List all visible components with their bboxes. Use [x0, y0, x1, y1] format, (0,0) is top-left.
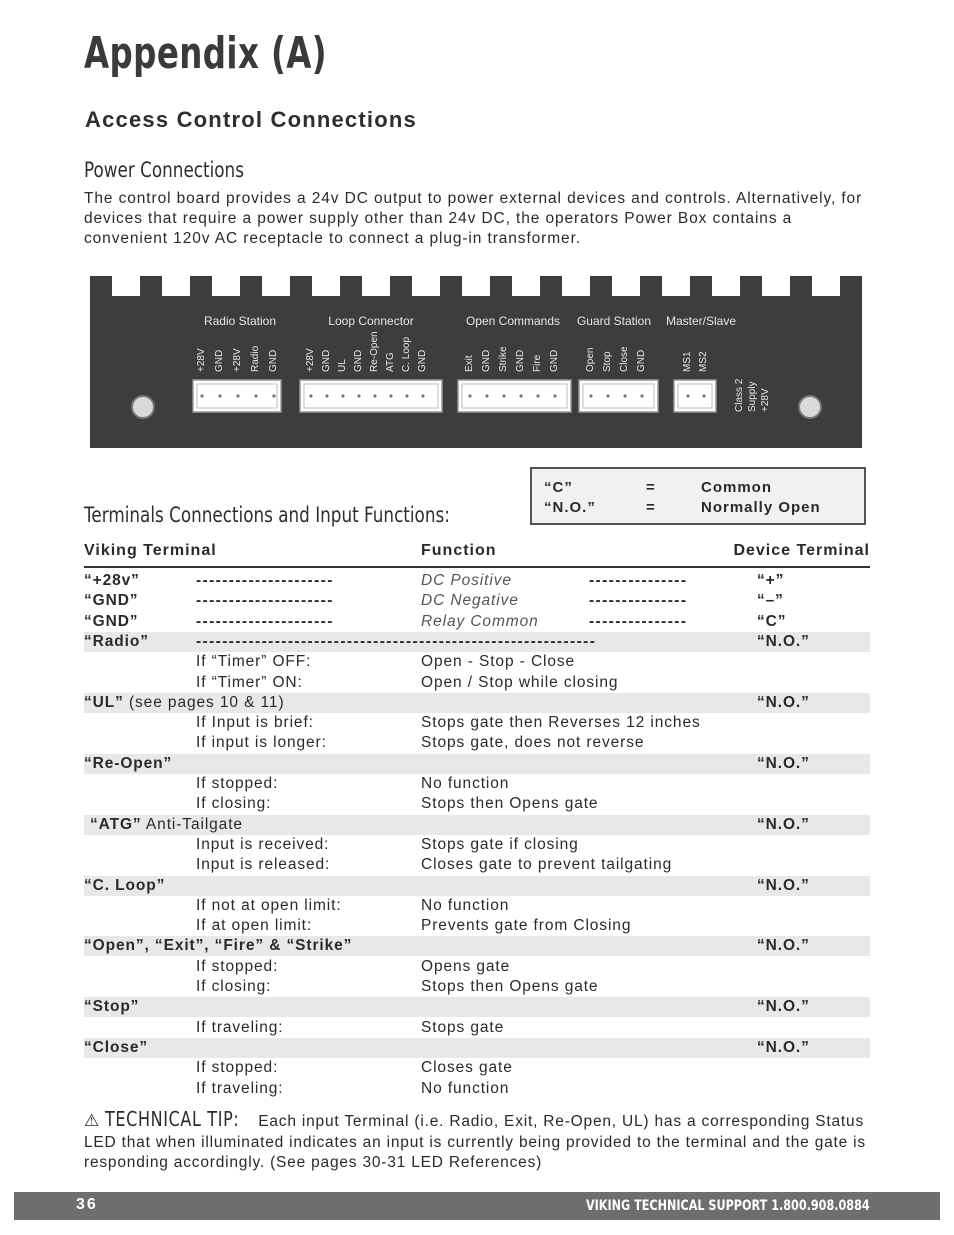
power-connections-heading: Power Connections — [84, 158, 244, 182]
terminal-group-header — [84, 693, 870, 713]
condition-text: If “Timer” ON: — [196, 673, 303, 691]
condition-row — [84, 916, 870, 936]
device-terminal: “N.O.” — [757, 998, 810, 1016]
board-pin-label: GND — [481, 349, 492, 372]
power-description: The control board provides a 24v DC output to power external devices and controls. Alternatively, for devices that require a power supply other than 24v DC, the operators Power Box contains a convenient 120v AC receptacle to connect a plug-in transformer. — [84, 190, 863, 247]
legend-meaning: Normally Open — [701, 499, 821, 516]
dash-leader: ------------------------------------------------------------- — [196, 632, 597, 650]
function-text: Open / Stop while closing — [421, 673, 619, 691]
terminal-group-header — [84, 815, 870, 835]
terminal-note: Anti-Tailgate — [141, 815, 243, 833]
col-viking-terminal: Viking Terminal — [84, 542, 217, 559]
board-pin-label: GND — [214, 349, 225, 372]
terminal-group-header — [84, 1038, 870, 1058]
terminal-pin — [341, 394, 344, 397]
mounting-hole — [799, 396, 821, 418]
support-phone: VIKING TECHNICAL SUPPORT 1.800.908.0884 — [586, 1198, 870, 1214]
power-row — [84, 571, 870, 591]
device-terminal: “–” — [757, 592, 784, 610]
terminal-pin — [553, 394, 556, 397]
terminal-pin — [254, 394, 257, 397]
terminal-pin — [357, 394, 360, 397]
board-pin-label: Fire — [532, 354, 543, 372]
board-notch — [312, 276, 340, 296]
terminal-pin — [686, 394, 689, 397]
board-notch — [362, 276, 390, 296]
tip-label: TECHNICAL TIP: — [105, 1107, 240, 1131]
condition-text: If closing: — [196, 978, 272, 995]
terminal-name: “Close” — [84, 1038, 149, 1056]
condition-row — [84, 774, 870, 794]
terminal-pin — [702, 394, 705, 397]
mounting-hole — [132, 396, 154, 418]
technical-tip — [84, 1109, 874, 1174]
terminal-name: “ATG” — [90, 815, 142, 833]
function-text: DC Positive — [421, 572, 512, 589]
board-notch — [612, 276, 640, 296]
board-notch — [662, 276, 690, 296]
page-title: Appendix (A) — [84, 28, 328, 79]
board-group-label: Radio Station — [203, 314, 277, 328]
supply-label: Class 2 — [734, 378, 745, 412]
board-pin-label: Stop — [602, 351, 613, 372]
condition-row — [84, 713, 870, 733]
dash-leader: --------------------- — [196, 592, 334, 610]
board-pin-label: GND — [321, 349, 332, 372]
power-row — [84, 612, 870, 632]
legend-meaning: Common — [701, 479, 772, 496]
function-text: Opens gate — [421, 957, 511, 975]
function-text: Closes gate — [421, 1059, 513, 1077]
function-text: No function — [421, 896, 510, 914]
board-pin-label: MS2 — [698, 351, 709, 372]
board-pin-label: Radio — [250, 345, 261, 372]
board-notch — [762, 276, 790, 296]
board-pin-label: GND — [353, 349, 364, 372]
function-text: Prevents gate from Closing — [421, 917, 632, 935]
condition-row — [84, 1058, 870, 1078]
terminal-pin — [640, 394, 643, 397]
board-pin-label: Open — [585, 347, 596, 372]
terminal-pin — [218, 394, 221, 397]
legend-equals: = — [646, 499, 656, 516]
function-text: Stops gate then Reverses 12 inches — [421, 714, 701, 732]
board-group-label: Loop Connector — [328, 314, 414, 328]
terminal-name: “GND” — [84, 612, 139, 630]
condition-text: If closing: — [196, 795, 272, 813]
terminal-pin — [606, 394, 609, 397]
condition-text: If stopped: — [196, 1059, 279, 1077]
board-pin-label: ATG — [385, 352, 396, 372]
terminals-heading: Terminals Connections and Input Functions: — [84, 503, 450, 527]
legend-equals: = — [646, 479, 656, 496]
dash-leader: --------------- — [589, 592, 688, 610]
terminal-name: “GND” — [84, 592, 139, 610]
device-terminal: “N.O.” — [757, 693, 810, 711]
condition-text: Input is received: — [196, 835, 330, 853]
terminal-pin — [589, 394, 592, 397]
board-pin-label: Exit — [464, 355, 475, 372]
condition-row — [84, 794, 870, 814]
device-terminal: “N.O.” — [757, 876, 810, 894]
condition-row — [84, 957, 870, 977]
device-terminal: “N.O.” — [757, 632, 810, 650]
board-pin-label: +28V — [232, 348, 243, 372]
terminal-pin — [200, 394, 203, 397]
terminal-pin — [272, 394, 275, 397]
condition-row — [84, 1018, 870, 1038]
control-board-diagram — [90, 276, 862, 448]
condition-text: If traveling: — [196, 1079, 284, 1097]
legend-box — [530, 467, 866, 525]
legend-code: “N.O.” — [544, 499, 596, 516]
condition-text: If input is longer: — [196, 734, 327, 752]
supply-label: Supply — [747, 381, 758, 412]
board-pin-label: Re-Open — [369, 331, 380, 372]
terminal-pin — [502, 394, 505, 397]
tip-text: Each input Terminal (i.e. Radio, Exit, Re-Open, UL) has a corresponding Status LED that when illuminated indicates an input is currently being provided to the terminal and the gate is responding accordingly. (See pages 30-31 LED References) — [84, 1113, 866, 1171]
terminal-pin — [389, 394, 392, 397]
board-pin-label: GND — [268, 349, 279, 372]
condition-text: If Input is brief: — [196, 714, 314, 732]
condition-text: If traveling: — [196, 1018, 284, 1036]
device-terminal: “+” — [757, 572, 785, 589]
condition-text: If “Timer” OFF: — [196, 653, 312, 671]
board-notch — [262, 276, 290, 296]
dash-leader: --------------------- — [196, 612, 334, 630]
terminal-pin — [236, 394, 239, 397]
function-text: Stops gate, does not reverse — [421, 734, 645, 752]
function-text: Stops gate — [421, 1018, 505, 1036]
function-text: Relay Common — [421, 612, 539, 630]
condition-text: If stopped: — [196, 775, 279, 792]
function-text: Stops then Opens gate — [421, 978, 599, 995]
board-group-label: Guard Station — [576, 314, 652, 328]
board-notch — [412, 276, 440, 296]
function-text: Stops gate if closing — [421, 835, 579, 853]
board-notch — [812, 276, 840, 296]
device-terminal: “N.O.” — [757, 937, 810, 955]
dash-leader: --------------------- — [196, 572, 334, 589]
terminal-pin — [421, 394, 424, 397]
condition-row — [84, 896, 870, 916]
terminal-name: “C. Loop” — [84, 876, 166, 894]
board-pin-label: GND — [636, 349, 647, 372]
board-pin-label: Close — [619, 346, 630, 372]
terminal-pin — [623, 394, 626, 397]
terminal-group-header — [84, 876, 870, 896]
page-number: 36 — [76, 1196, 98, 1213]
terminal-pin — [325, 394, 328, 397]
board-notch — [512, 276, 540, 296]
condition-text: If not at open limit: — [196, 896, 342, 914]
condition-row — [84, 1079, 870, 1099]
terminal-pin — [519, 394, 522, 397]
board-notch — [212, 276, 240, 296]
terminal-group-header — [84, 997, 870, 1017]
legend-code: “C” — [544, 479, 573, 496]
terminal-pin — [373, 394, 376, 397]
terminal-group-header — [84, 936, 870, 956]
board-pin-label: MS1 — [682, 351, 693, 372]
terminal-pin — [468, 394, 471, 397]
board-group-label: Master/Slave — [665, 314, 737, 328]
col-device-terminal: Device Terminal — [733, 542, 870, 559]
section-heading: Access Control Connections — [85, 107, 417, 132]
power-row — [84, 591, 870, 611]
board-group-label: Open Commands — [465, 314, 561, 328]
terminal-name: “Radio” — [84, 632, 149, 650]
dash-leader: --------------- — [589, 612, 688, 630]
terminal-group-header — [84, 754, 870, 774]
board-notch — [562, 276, 590, 296]
terminal-pin — [405, 394, 408, 397]
board-notch — [712, 276, 740, 296]
board-notch — [462, 276, 490, 296]
function-text: Closes gate to prevent tailgating — [421, 856, 673, 874]
footer-bar — [14, 1192, 940, 1220]
terminal-name: “UL” — [84, 693, 124, 711]
function-text: Stops then Opens gate — [421, 795, 599, 813]
condition-row — [84, 977, 870, 997]
board-notch — [162, 276, 190, 296]
function-text: Open - Stop - Close — [421, 653, 576, 671]
terminal-name: “Open”, “Exit”, “Fire” & “Strike” — [84, 937, 353, 955]
device-terminal: “N.O.” — [757, 815, 810, 833]
terminal-pin — [536, 394, 539, 397]
board-pin-label: GND — [549, 349, 560, 372]
device-terminal: “C” — [757, 612, 787, 630]
terminal-pin — [485, 394, 488, 397]
function-text: No function — [421, 775, 510, 792]
board-notch — [112, 276, 140, 296]
board-pin-label: C. Loop — [401, 336, 412, 372]
terminal-connector — [300, 380, 442, 412]
condition-text: If stopped: — [196, 957, 279, 975]
board-pin-label: Strike — [498, 346, 509, 372]
dash-leader: --------------- — [589, 572, 688, 589]
terminal-name: “+28v” — [84, 572, 140, 589]
board-pin-label: +28V — [305, 348, 316, 372]
board-pin-label: +28V — [196, 348, 207, 372]
terminal-note: (see pages 10 & 11) — [123, 693, 285, 711]
table-header — [84, 542, 870, 568]
terminal-name: “Stop” — [84, 998, 140, 1016]
condition-text: Input is released: — [196, 856, 331, 874]
warning-icon: ⚠ — [84, 1111, 101, 1130]
condition-row — [84, 652, 870, 672]
terminal-connector — [674, 380, 716, 412]
board-pin-label: UL — [337, 359, 348, 372]
terminal-pin — [309, 394, 312, 397]
condition-row — [84, 835, 870, 855]
condition-row — [84, 733, 870, 753]
condition-row — [84, 673, 870, 693]
function-text: DC Negative — [421, 592, 519, 610]
condition-text: If at open limit: — [196, 917, 313, 935]
board-pin-label: GND — [515, 349, 526, 372]
condition-row — [84, 855, 870, 875]
device-terminal: “N.O.” — [757, 1038, 810, 1056]
terminal-name: “Re-Open” — [84, 754, 173, 772]
board-pin-label: GND — [417, 349, 428, 372]
function-text: No function — [421, 1079, 510, 1097]
supply-label: +28V — [760, 388, 771, 412]
device-terminal: “N.O.” — [757, 754, 810, 772]
radio-row — [84, 632, 870, 652]
col-function: Function — [421, 542, 497, 559]
